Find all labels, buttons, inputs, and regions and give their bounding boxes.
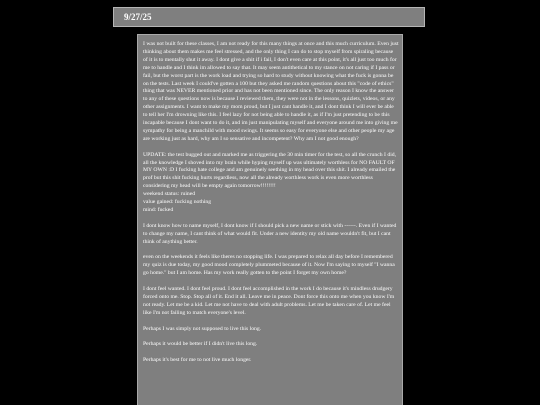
entry-paragraph: even on the weekends it feels like theres no stopping life. I was prepared to relax all day before I remembered my quiz is due today, my good mood completely plummeted because of it. Now I'm saying to myself "I wanna go home." but I am home. Has my work really gotten to the point I forget my own home? xyxy=(143,254,395,277)
date-header xyxy=(113,7,425,27)
entry-paragraph: Perhaps I was simply not supposed to live this long. xyxy=(143,325,262,332)
entry-date: 9/27/25 xyxy=(124,12,152,22)
entry-paragraph: I dont know how to name myself, I dont know if I should pick a new name or stick with ------. Even if I wanted to change my name, I cant think of what would fit. Under a new identity my old name wouldn't fit, but I cant think of anything better. xyxy=(143,222,397,245)
entry-body xyxy=(143,41,399,373)
entry-paragraph: I dont feel wanted. I dont feel proud. I dont feel accomplished in the work I do because it's mindless drudgery forced onto me. Stop. Stop all of it. End it all. Leave me in peace. Dont force this onto me when you know I'm not ready. Let me be a kid. Let me not have to deal with adult problems. Let me be taken care of. Let me feel like I'm not failing to match everyone's level. xyxy=(143,286,395,316)
entry-paragraph: I was not built for these classes, I am not ready for this many things at once and this much curriculum. Even just thinking about them makes me feel stressed, and the only thing I can do to stop myself from spiraling because of it is to mentally shut it away. I dont give a shit if i fail, I don't even care at this point, it's all just too much for me to handle and I think im allowed to say that. It may seem antithetical to my stance on not caring if I pass or fail, but the worst part is the work load and trying so hard to study without knowing what the fuck is gonna be on the tests. Last week I could've gotten a 100 but they asked me random questions about this "code of ethics" thing that was NEVER mentioned prior and has not been mentioned since. The only reason I know the answer to any of these questions now is because I reviewed them, they were not in the lessons, quizlets, videos, or any other assignments. I want to make my mom proud, but I just cant handle it, and I dont think I will ever be able to tell her I'm drowning like this. I feel lazy for not being able to handle it, as if I'm just pretending to be this incapable because I dont want to do it, and im just manipulating myself and everyone around me into giving me sympathy for being a manchild with mood swings. It seems so easy for everyone else and other people my age are working just as hard, why am I so sensative and incompetent? Why am I not good enough? xyxy=(143,41,399,142)
journal-entry xyxy=(137,34,403,405)
entry-paragraph: Perhaps it would be better if I didn't live this long. xyxy=(143,341,258,348)
entry-paragraph: Perhaps it's best for me to not live much longer. xyxy=(143,357,252,364)
entry-paragraph: UPDATE: the test bugged out and marked me as triggering the 30 min timer for the test, so all the crunch I did, all the knowledge I shoved into my brain while hyping myself up was ultimately worthless for NO FAULT OF MY OWN :D I fucking hate college and am genuinely seething in my head over this shit. I already emailed the prof but this shit fucking hurts regardless, now all the already worthless work is even more worthless considering my head will be empty again tomorrow!!!!!!!! weekend status: ruined value gained: fucking nothing mind: fucked xyxy=(143,151,397,214)
